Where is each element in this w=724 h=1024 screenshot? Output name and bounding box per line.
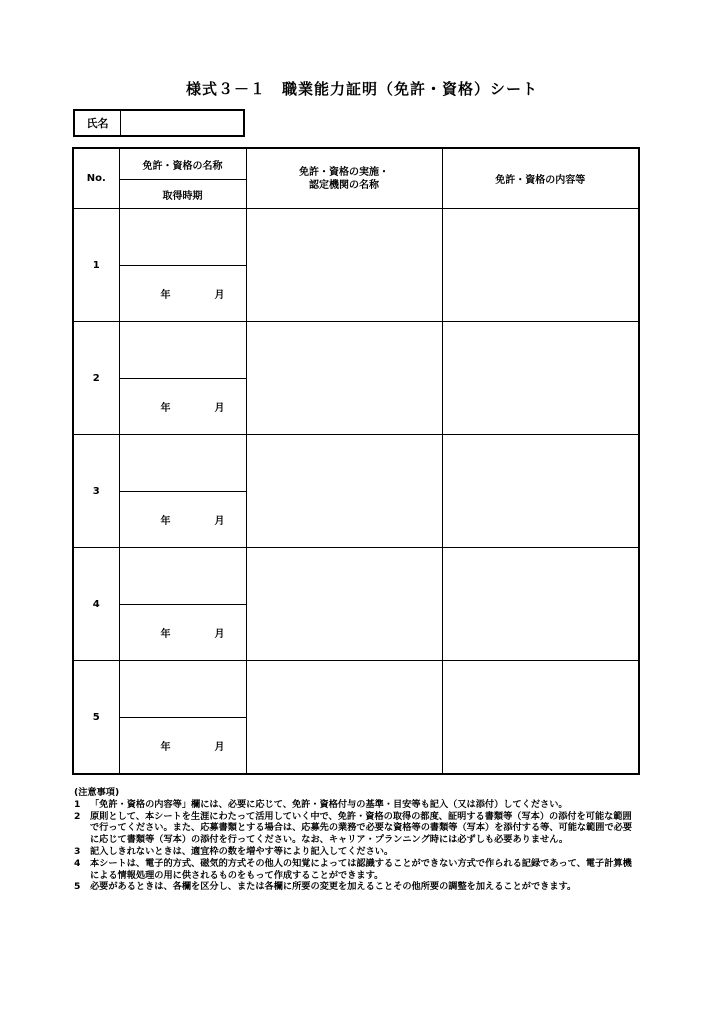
note-text: 原則として、本シートを生涯にわたって活用していく中で、免許・資格の取得の都度、証明する書類等（写本）の添付を可能な範囲で行ってください。また、応募書類とする場合は、応募先の業務で必要な資格等の書類等（写本）を添付する等、可能な範囲で必要に応じて書類等（写本）の添付を行ってください。なお、キャリア・プランニング時には必ずしも必要ありません。	[90, 810, 633, 846]
year-label: 年	[160, 403, 171, 414]
note-text: 必要があるときは、各欄を区分し、または各欄に所要の変更を加えることその他所要の調整を加えることができます。	[90, 881, 577, 893]
year-label: 年	[160, 290, 171, 301]
month-label: 月	[214, 516, 225, 527]
note-item	[74, 858, 634, 882]
content-cell[interactable]	[442, 548, 639, 661]
note-number: 2	[74, 810, 81, 822]
note-number: 5	[74, 881, 81, 893]
table-row	[73, 209, 639, 266]
acq-date-cell[interactable]	[119, 492, 246, 548]
header-qual-name: 免許・資格の名称	[119, 148, 246, 180]
month-label: 月	[214, 290, 225, 301]
issuer-cell[interactable]	[246, 322, 442, 435]
header-no: No.	[73, 148, 119, 209]
header-content: 免許・資格の内容等	[442, 148, 639, 209]
note-text: 「免許・資格の内容等」欄には、必要に応じて、免許・資格付与の基準・目安等も記入（又は添付）してください。	[90, 798, 568, 810]
name-field[interactable]	[121, 111, 243, 135]
note-item	[74, 881, 634, 893]
issuer-cell[interactable]	[246, 661, 442, 775]
row-number: 5	[73, 661, 119, 775]
qual-name-cell[interactable]	[119, 209, 246, 266]
year-label: 年	[160, 629, 171, 640]
name-box	[73, 109, 245, 137]
content-cell[interactable]	[442, 661, 639, 775]
issuer-cell[interactable]	[246, 548, 442, 661]
note-item	[74, 811, 634, 846]
table-row	[73, 661, 639, 718]
table-row	[73, 548, 639, 605]
issuer-cell[interactable]	[246, 209, 442, 322]
notes-heading: (注意事項)	[74, 787, 120, 798]
row-number: 2	[73, 322, 119, 435]
qual-name-cell[interactable]	[119, 435, 246, 492]
acq-date-cell[interactable]	[119, 379, 246, 435]
note-text: 本シートは、電子的方式、磁気的方式その他人の知覚によっては認識することができない方式で作られる記録であって、電子計算機による情報処理の用に供されるものをもって作成することができます。	[90, 857, 632, 881]
table-row	[73, 322, 639, 379]
note-text: 記入しきれないときは、適宜枠の数を増やす等により記入してください。	[90, 845, 394, 857]
row-number: 1	[73, 209, 119, 322]
acq-date-cell[interactable]	[119, 718, 246, 775]
content-cell[interactable]	[442, 435, 639, 548]
month-label: 月	[214, 742, 225, 753]
qual-name-cell[interactable]	[119, 661, 246, 718]
row-number: 4	[73, 548, 119, 661]
year-label: 年	[160, 742, 171, 753]
month-label: 月	[214, 629, 225, 640]
acq-date-cell[interactable]	[119, 266, 246, 322]
qual-name-cell[interactable]	[119, 322, 246, 379]
note-item	[74, 799, 634, 811]
table-row	[73, 435, 639, 492]
page-title: 様式３－１ 職業能力証明（免許・資格）シート	[185, 80, 538, 98]
note-number: 1	[74, 798, 81, 810]
qualification-table	[72, 147, 640, 775]
qual-name-cell[interactable]	[119, 548, 246, 605]
year-label: 年	[160, 516, 171, 527]
issuer-cell[interactable]	[246, 435, 442, 548]
content-cell[interactable]	[442, 209, 639, 322]
month-label: 月	[214, 403, 225, 414]
acq-date-cell[interactable]	[119, 605, 246, 661]
row-number: 3	[73, 435, 119, 548]
note-number: 4	[74, 857, 81, 869]
header-issuer: 免許・資格の実施・ 認定機関の名称	[246, 148, 442, 209]
header-acq-date: 取得時期	[119, 180, 246, 209]
note-number: 3	[74, 845, 81, 857]
note-item	[74, 846, 634, 858]
name-label: 氏名	[75, 111, 121, 135]
notes-section	[74, 787, 634, 893]
content-cell[interactable]	[442, 322, 639, 435]
